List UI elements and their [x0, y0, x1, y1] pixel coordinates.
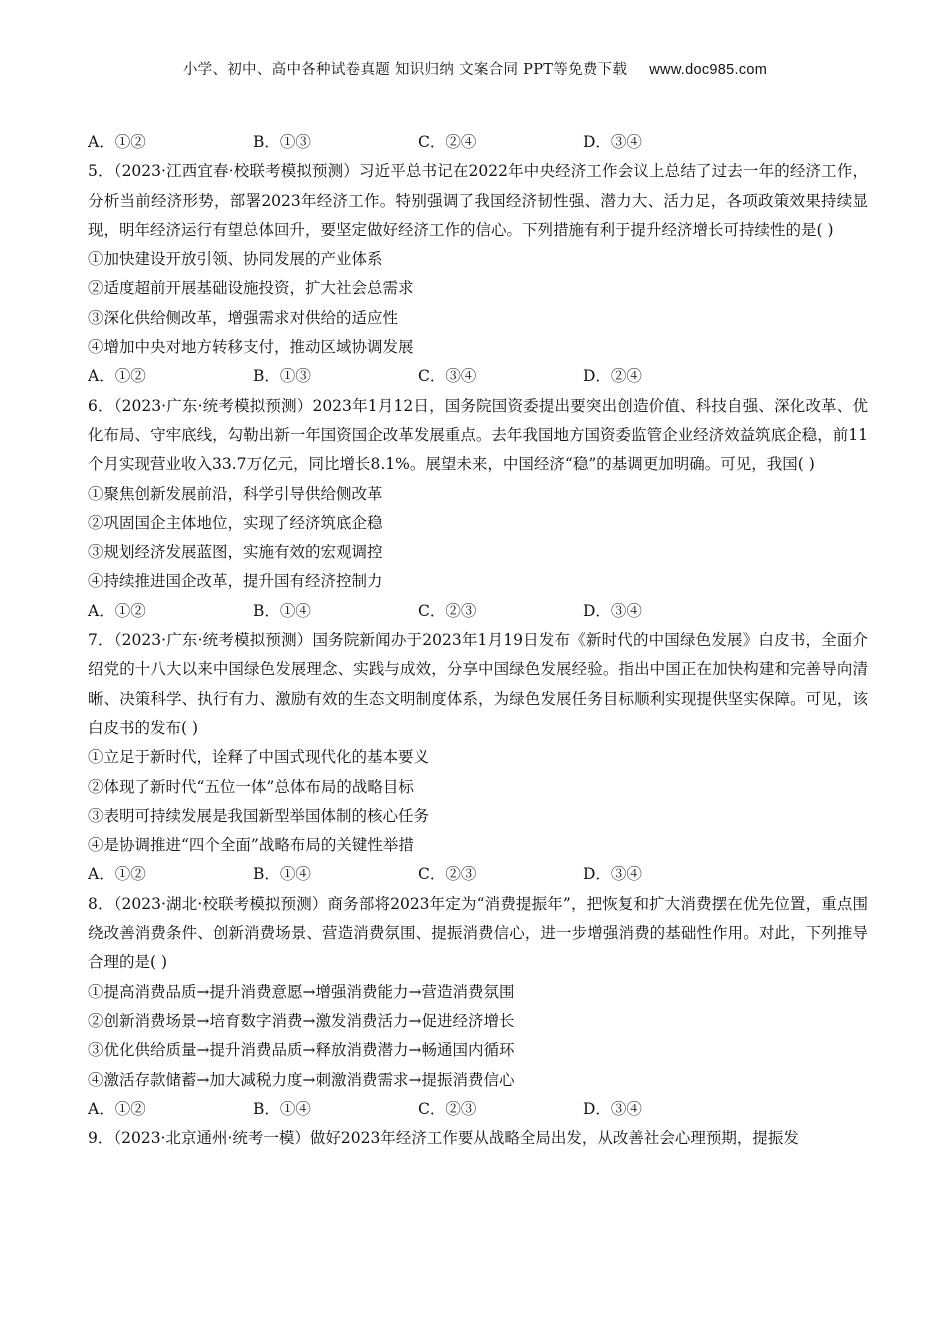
q4-options: [88, 128, 868, 157]
q7-option-b: B．①④: [253, 865, 311, 884]
q6-item-2: ②巩固国企主体地位，实现了经济筑底企稳: [88, 513, 383, 532]
q4-option-b: B．①③: [253, 133, 311, 151]
q4-option-c: C．②④: [418, 133, 477, 151]
q8-item-4: ④激活存款储蓄→加大减税力度→刺激消费需求→提振消费信心: [88, 1070, 515, 1089]
q9-stem: 9．（2023·北京通州·统考一模）做好2023年经济工作要从战略全局出发，从改善社会心理预期，提振发: [88, 1129, 799, 1148]
q6-options: [88, 597, 868, 626]
page-header: [0, 58, 950, 79]
q4-option-a: A．①②: [88, 133, 146, 151]
q5-option-c: C．③④: [418, 367, 477, 386]
q7-option-c: C．②③: [418, 865, 477, 884]
q5-option-d: D．②④: [583, 367, 642, 386]
q6-item-1: ①聚焦创新发展前沿，科学引导供给侧改革: [88, 484, 383, 503]
q5-item-2: ②适度超前开展基础设施投资，扩大社会总需求: [88, 279, 414, 298]
q6-option-b: B．①④: [253, 601, 311, 620]
q6-option-d: D．③④: [583, 601, 642, 620]
q5-option-a: A．①②: [88, 367, 146, 386]
header-tagline: 小学、初中、高中各种试卷真题 知识归纳 文案合同 PPT等免费下载: [182, 62, 628, 78]
q8-stem: 8．（2023·湖北·校联考模拟预测）商务部将2023年定为“消费提振年”，把恢复和扩大消费摆在优先位置，重点围绕改善消费条件、创新消费场景、营造消费氛围、提振消费信心，进一步增强消费的基础性作用。对此，下列推导合理的是( ): [88, 894, 868, 972]
q4-option-d: D．③④: [583, 133, 642, 151]
q8-option-c: C．②③: [418, 1099, 477, 1118]
q8-item-1: ①提高消费品质→提升消费意愿→增强消费能力→营造消费氛围: [88, 982, 515, 1001]
q7-item-1: ①立足于新时代，诠释了中国式现代化的基本要义: [88, 748, 430, 767]
q6-stem: 6．（2023·广东·统考模拟预测）2023年1月12日，国务院国资委提出要突出创造价值、科技自强、深化改革、优化布局、守牢底线，勾勒出新一年国资国企改革发展重点。去年我国地方国资委监管企业经济效益筑底企稳，前11个月实现营业收入33.7万亿元，同比增长8.1%。展望未来，中国经济“稳”的基调更加明确。可见，我国( ): [88, 396, 868, 474]
q5-item-1: ①加快建设开放引领、协同发展的产业体系: [88, 250, 383, 269]
q6-item-3: ③规划经济发展蓝图，实施有效的宏观调控: [88, 543, 383, 562]
q7-option-a: A．①②: [88, 865, 146, 884]
q5-options: [88, 362, 868, 391]
q8-item-2: ②创新消费场景→培育数字消费→激发消费活力→促进经济增长: [88, 1011, 515, 1030]
q8-option-b: B．①④: [253, 1099, 311, 1118]
q6-item-4: ④持续推进国企改革，提升国有经济控制力: [88, 572, 383, 591]
q8-options: [88, 1095, 868, 1124]
q7-options: [88, 860, 868, 889]
q6-option-c: C．②③: [418, 601, 477, 620]
q8-item-3: ③优化供给质量→提升消费品质→释放消费潜力→畅通国内循环: [88, 1041, 515, 1060]
q5-item-3: ③深化供给侧改革，增强需求对供给的适应性: [88, 308, 399, 327]
q7-item-4: ④是协调推进“四个全面”战略布局的关键性举措: [88, 836, 414, 855]
q6-option-a: A．①②: [88, 601, 146, 620]
q5-stem: 5．（2023·江西宜春·校联考模拟预测）习近平总书记在2022年中央经济工作会议上总结了过去一年的经济工作，分析当前经济形势，部署2023年经济工作。特别强调了我国经济韧性强、潜力大、活力足，各项政策效果持续显现，明年经济运行有望总体回升，要坚定做好经济工作的信心。下列措施有利于提升经济增长可持续性的是( ): [88, 162, 868, 239]
header-site: www.doc985.com: [649, 62, 768, 78]
q7-option-d: D．③④: [583, 865, 642, 884]
document-body: [88, 128, 868, 1153]
q8-option-a: A．①②: [88, 1099, 146, 1118]
q7-stem: 7．（2023·广东·统考模拟预测）国务院新闻办于2023年1月19日发布《新时代的中国绿色发展》白皮书，全面介绍党的十八大以来中国绿色发展理念、实践与成效，分享中国绿色发展经验。指出中国正在加快构建和完善导向清晰、决策科学、执行有力、激励有效的生态文明制度体系，为绿色发展任务目标顺利实现提供坚实保障。可见，该白皮书的发布( ): [88, 631, 868, 737]
q8-option-d: D．③④: [583, 1099, 642, 1118]
q7-item-3: ③表明可持续发展是我国新型举国体制的核心任务: [88, 806, 430, 825]
q7-item-2: ②体现了新时代“五位一体”总体布局的战略目标: [88, 777, 414, 796]
q5-item-4: ④增加中央对地方转移支付，推动区域协调发展: [88, 338, 414, 357]
q5-option-b: B．①③: [253, 367, 311, 386]
